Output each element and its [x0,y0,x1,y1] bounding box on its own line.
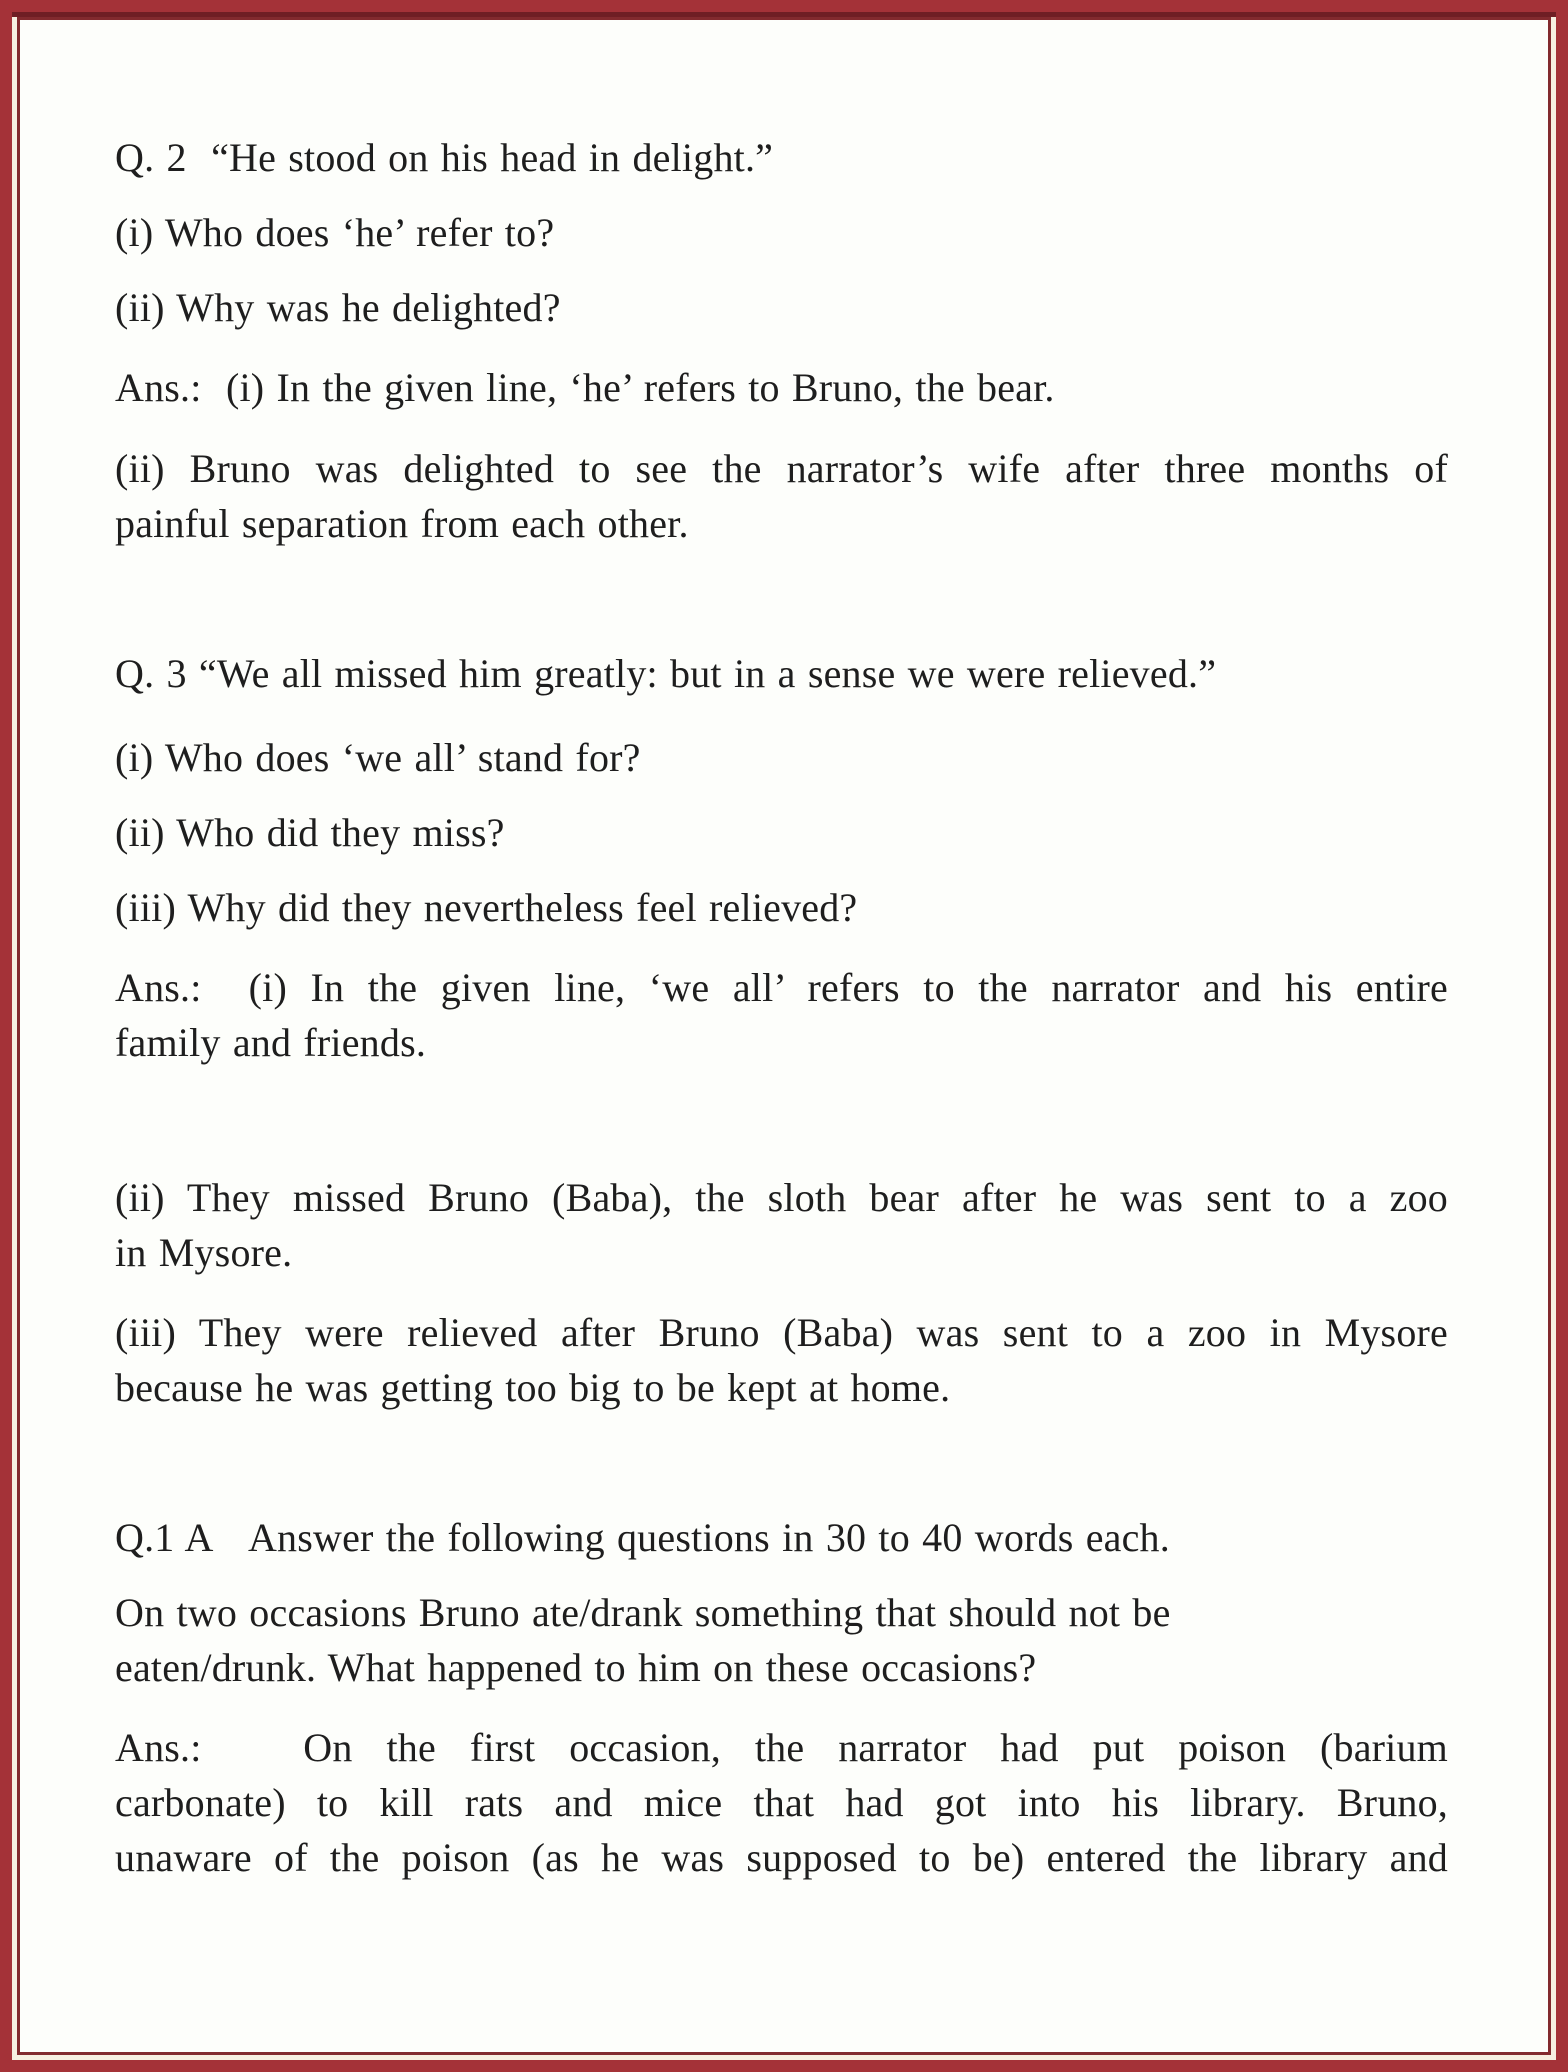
question-2-answer-ii-line2: painful separation from each other. [115,501,689,546]
question-1a-answer-line3: unaware of the poison (as he was supposed to be) entered the library and [115,1835,1448,1880]
question-3-answer-ii-line2: in Mysore. [115,1230,293,1275]
question-3-sub-iii-text: (iii) Why did they nevertheless feel relieved? [115,885,858,930]
question-3-sub-iii [115,880,1448,935]
question-3-block [115,646,1448,701]
question-2-sub-i [115,205,1448,260]
question-3-answer-iii-line1: (iii) They were relieved after Bruno (Baba) was sent to a zoo in Mysore [115,1310,1448,1355]
question-3-answer-i [115,960,1448,1070]
question-3-answer-iii-line2: because he was getting too big to be kept at home. [115,1365,951,1410]
question-2-sub-ii-text: (ii) Why was he delighted? [115,285,561,330]
question-1a-question-line1: On two occasions Bruno ate/drank something that should not be [115,1590,1171,1635]
question-3-answer-i-line1: Ans.: (i) In the given line, ‘we all’ refers to the narrator and his entire [115,965,1448,1010]
question-1a-answer-line2: carbonate) to kill rats and mice that had got into his library. Bruno, [115,1780,1448,1825]
question-2-sub-ii [115,280,1448,335]
question-3-sub-i-text: (i) Who does ‘we all’ stand for? [115,735,641,780]
frame-top-dark-edge [12,12,1556,17]
question-3-answer-i-line2: family and friends. [115,1020,427,1065]
question-3-sub-i [115,730,1448,785]
question-3-answer-iii [115,1305,1448,1415]
question-2-answer-i [115,360,1448,415]
question-2-answer-ii-line1: (ii) Bruno was delighted to see the narrator’s wife after three months of [115,446,1448,491]
document-page [17,17,1551,2055]
question-1a-question-line2: eaten/drunk. What happened to him on these occasions? [115,1645,1037,1690]
question-1a-block [115,1510,1448,1565]
question-1a-heading: Q.1 A Answer the following questions in 30 to 40 words each. [115,1515,1170,1560]
question-3-heading: Q. 3 “We all missed him greatly: but in a sense we were relieved.” [115,651,1217,696]
question-1a-answer [115,1720,1448,1885]
question-3-sub-ii [115,805,1448,860]
question-3-answer-ii-line1: (ii) They missed Bruno (Baba), the sloth bear after he was sent to a zoo [115,1175,1448,1220]
question-2-answer-ii [115,441,1448,551]
question-2-answer-i-text: Ans.: (i) In the given line, ‘he’ refers to Bruno, the bear. [115,365,1055,410]
question-1a-question [115,1585,1448,1695]
question-3-answer-ii [115,1170,1448,1280]
question-2-sub-i-text: (i) Who does ‘he’ refer to? [115,210,555,255]
frame-gap [12,12,1556,2060]
question-1a-answer-line1: Ans.: On the first occasion, the narrator had put poison (barium [115,1725,1448,1770]
question-2-heading: Q. 2 “He stood on his head in delight.” [115,135,774,180]
question-3-sub-ii-text: (ii) Who did they miss? [115,810,505,855]
question-2-block [115,130,1448,185]
